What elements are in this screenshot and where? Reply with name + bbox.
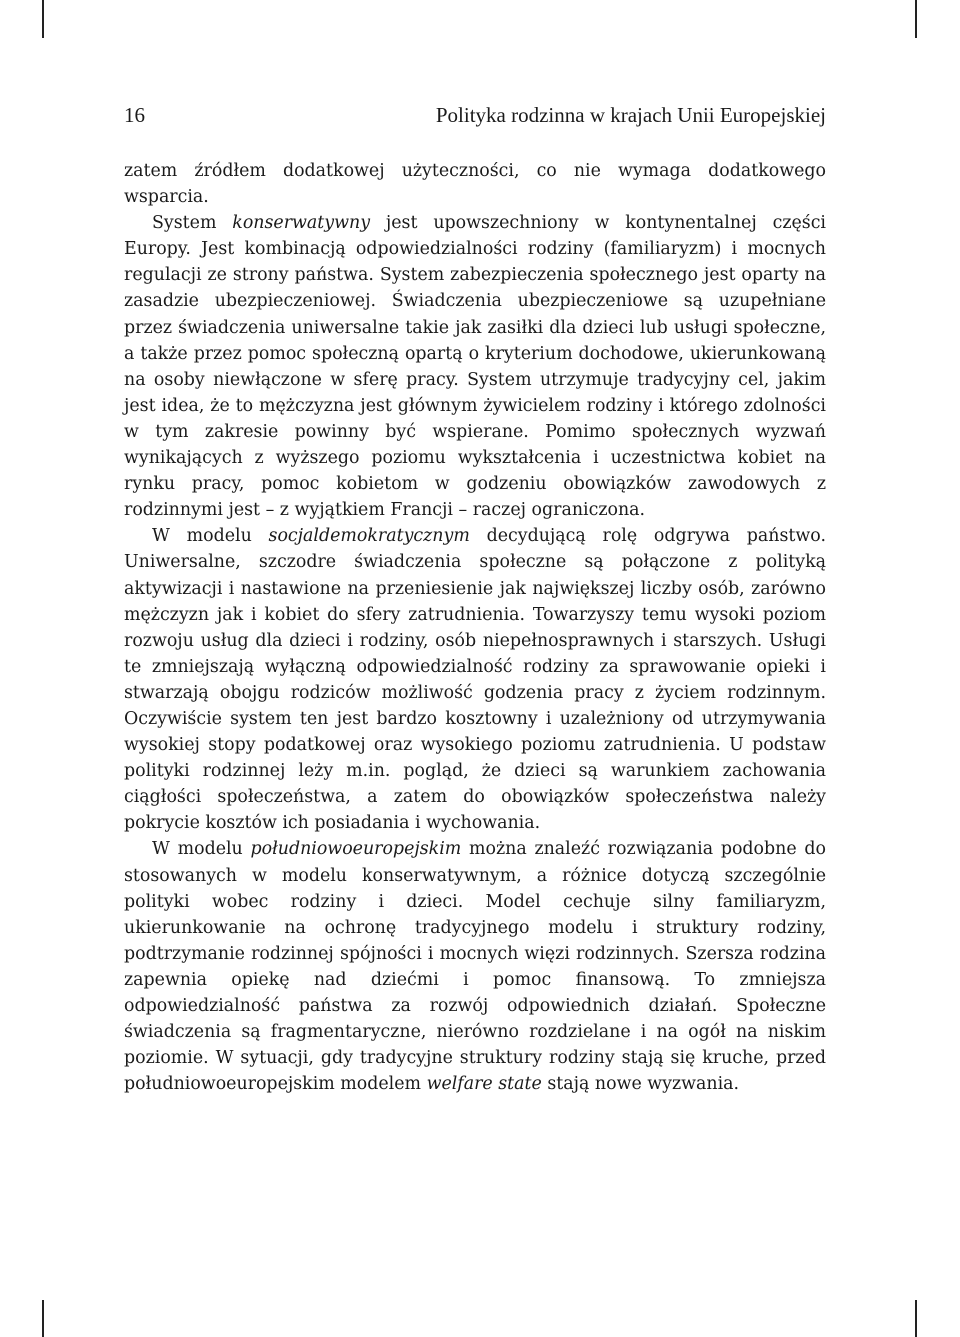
text-run: stają nowe wyzwania. [541, 1074, 740, 1095]
crop-mark-bottom-right [915, 1300, 917, 1337]
running-title: Polityka rodzinna w krajach Unii Europejskiej [435, 103, 826, 127]
crop-mark-top-right [915, 0, 917, 38]
italic-term: południowoeuropejskim [250, 839, 462, 860]
text-run: System [152, 213, 233, 234]
italic-term: socjaldemokratycznym [268, 526, 470, 547]
text-run: decydującą rolę odgrywa państwo. Uniwersalne, szczodre świadczenia społeczne są połączone z polityką aktywizacji i nastawione na przeniesienie jak największej liczby osób, zarówno mężczyzn jak i kobiet do sfery zatrudnienia. Towarzyszy temu wysoki poziom rozwoju usług dla dzieci i rodziny, osób niepełnosprawnych i starszych. Usługi te zmniejszają wyłączną odpowiedzialność rodziny za sprawowanie opieki i stwarzają obojgu rodziców możliwość godzenia pracy z życiem rodzinnym. Oczywiście system ten jest bardzo kosztowny i uzależniony od utrzymywania wysokiej stopy podatkowej oraz wysokiego poziomu zatrudnienia. U podstaw polityki rodzinnej leży m.in. pogląd, że dzieci są warunkiem zachowania ciągłości społeczeństwa, a zatem do obowiązków społeczeństwa należy pokrycie kosztów ich posiadania i wychowania. [124, 526, 826, 834]
paragraph [124, 210, 826, 523]
text-run: W modelu [152, 526, 269, 547]
text-run: zatem źródłem dodatkowej użyteczności, co nie wymaga dodatkowego wsparcia. [124, 161, 826, 208]
text-run: jest upowszechniony w kontynentalnej części Europy. Jest kombinacją odpowiedzialności rodziny (familiaryzm) i mocnych regulacji ze strony państwa. System zabezpieczenia społecznego jest oparty na zasadzie ubezpieczeniowej. Świadczenia ubezpieczeniowe są uzupełniane przez świadczenia uniwersalne takie jak zasiłki dla dzieci lub usługi społeczne, a także przez pomoc społeczną opartą o kryterium dochodowe, ukierunkowaną na osoby niewłączone w sferę pracy. System utrzymuje tradycyjny cel, jakim jest idea, że to mężczyzna jest głównym żywicielem rodziny i którego zdolności w tym zakresie powinny być wspierane. Pomimo społecznych wyzwań wynikających z wyższego poziomu wykształcenia i uczestnictwa kobiet na rynku pracy, pomoc kobietom w godzeniu obowiązków zawodowych z rodzinnymi jest – z wyjątkiem Francji – raczej ograniczona. [124, 213, 826, 521]
paragraph [124, 836, 826, 1097]
paragraph [124, 158, 826, 210]
text-run: W modelu [152, 839, 251, 860]
body-text [124, 158, 826, 1097]
italic-term: welfare state [426, 1074, 542, 1095]
crop-mark-bottom-left [42, 1300, 44, 1337]
page-number: 16 [124, 103, 145, 127]
crop-mark-top-left [42, 0, 44, 38]
paragraph [124, 523, 826, 836]
text-run: można znaleźć rozwiązania podobne do stosowanych w modelu konserwatywnym, a różnice dotyczą szczególnie polityki wobec rodziny i dzieci. Model cechuje silny familiaryzm, ukierunkowanie na ochronę tradycyjnego modelu i struktury rodziny, podtrzymanie rodzinnej spójności i mocnych więzi rodzinnych. Szersza rodzina zapewnia opiekę nad dziećmi i pomoc finansową. To zmniejsza odpowiedzialność państwa za rozwój odpowiednich działań. Społeczne świadczenia są fragmentaryczne, nierówno rozdzielane i na ogół na niskim poziomie. W sytuacji, gdy tradycyjne struktury rodziny stają się kruche, przed południowoeuropejskim modelem [124, 839, 826, 1095]
running-header [124, 103, 826, 128]
italic-term: konserwatywny [232, 213, 371, 234]
